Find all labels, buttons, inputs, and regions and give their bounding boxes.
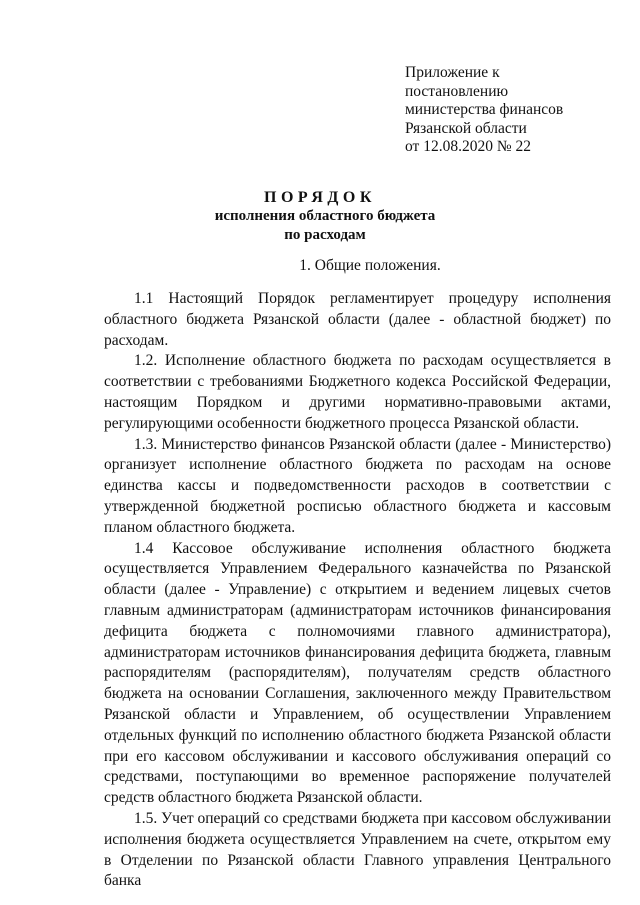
paragraph-1-5: 1.5. Учет операций со средствами бюджета при кассовом обслуживании исполнения бюджета осуществляется Управлением на счете, открытом ему в Отделении по Рязанской области Главного управления Центрального банка xyxy=(104,809,611,890)
document-title: ПОРЯДОК xyxy=(264,189,376,206)
document-body xyxy=(104,289,611,892)
paragraph-1-2: 1.2. Исполнение областного бюджета по расходам осуществляется в соответствии с требованиями Бюджетного кодекса Российской Федерации, настоящим Порядком и другими нормативно-правовыми актами, регулирующими особенности бюджетного процесса Рязанской области. xyxy=(104,352,611,432)
paragraph-1-4: 1.4 Кассовое обслуживание исполнения областного бюджета осуществляется Управлением Федерального казначейства по Рязанской области (далее - Управление) с открытием и ведением лицевых счетов главным администраторам (администраторам источников финансирования дефицита бюджета с полномочиями главного администратора), администраторам источников финансирования дефицита бюджета, главным распорядителям (распорядителям), получателям средств областного бюджета на основании Соглашения, заключенного между Правительством Рязанской области и Управлением, об осуществлении Управлением отдельных функций по исполнению областного бюджета Рязанской области при его кассовом обслуживании и кассового обслуживания операций со средствами, поступающими во временное распоряжение получателей средств областного бюджета Рязанской области. xyxy=(104,539,611,807)
subtitle-line: по расходам xyxy=(284,226,366,243)
appendix-note xyxy=(405,64,605,157)
appendix-line: Рязанской области xyxy=(405,119,527,137)
appendix-line: министерства финансов xyxy=(405,101,564,119)
appendix-line: от 12.08.2020 № 22 xyxy=(405,138,531,156)
appendix-line: Приложение к xyxy=(405,64,500,81)
document-subtitle xyxy=(0,207,640,245)
section-heading: 1. Общие положения. xyxy=(299,257,441,274)
paragraph-1-1: 1.1 Настоящий Порядок регламентирует процедуру исполнения областного бюджета Рязанской области (далее - областной бюджет) по расходам. xyxy=(104,290,611,349)
paragraph-1-3: 1.3. Министерство финансов Рязанской области (далее - Министерство) организует исполнение областного бюджета по расходам на основе единства кассы и подведомственности расходов в соответствии с утвержденной бюджетной росписью областного бюджета и кассовым планом областного бюджета. xyxy=(104,435,611,536)
subtitle-line: исполнения областного бюджета xyxy=(214,208,436,224)
appendix-line: постановлению xyxy=(405,82,509,100)
